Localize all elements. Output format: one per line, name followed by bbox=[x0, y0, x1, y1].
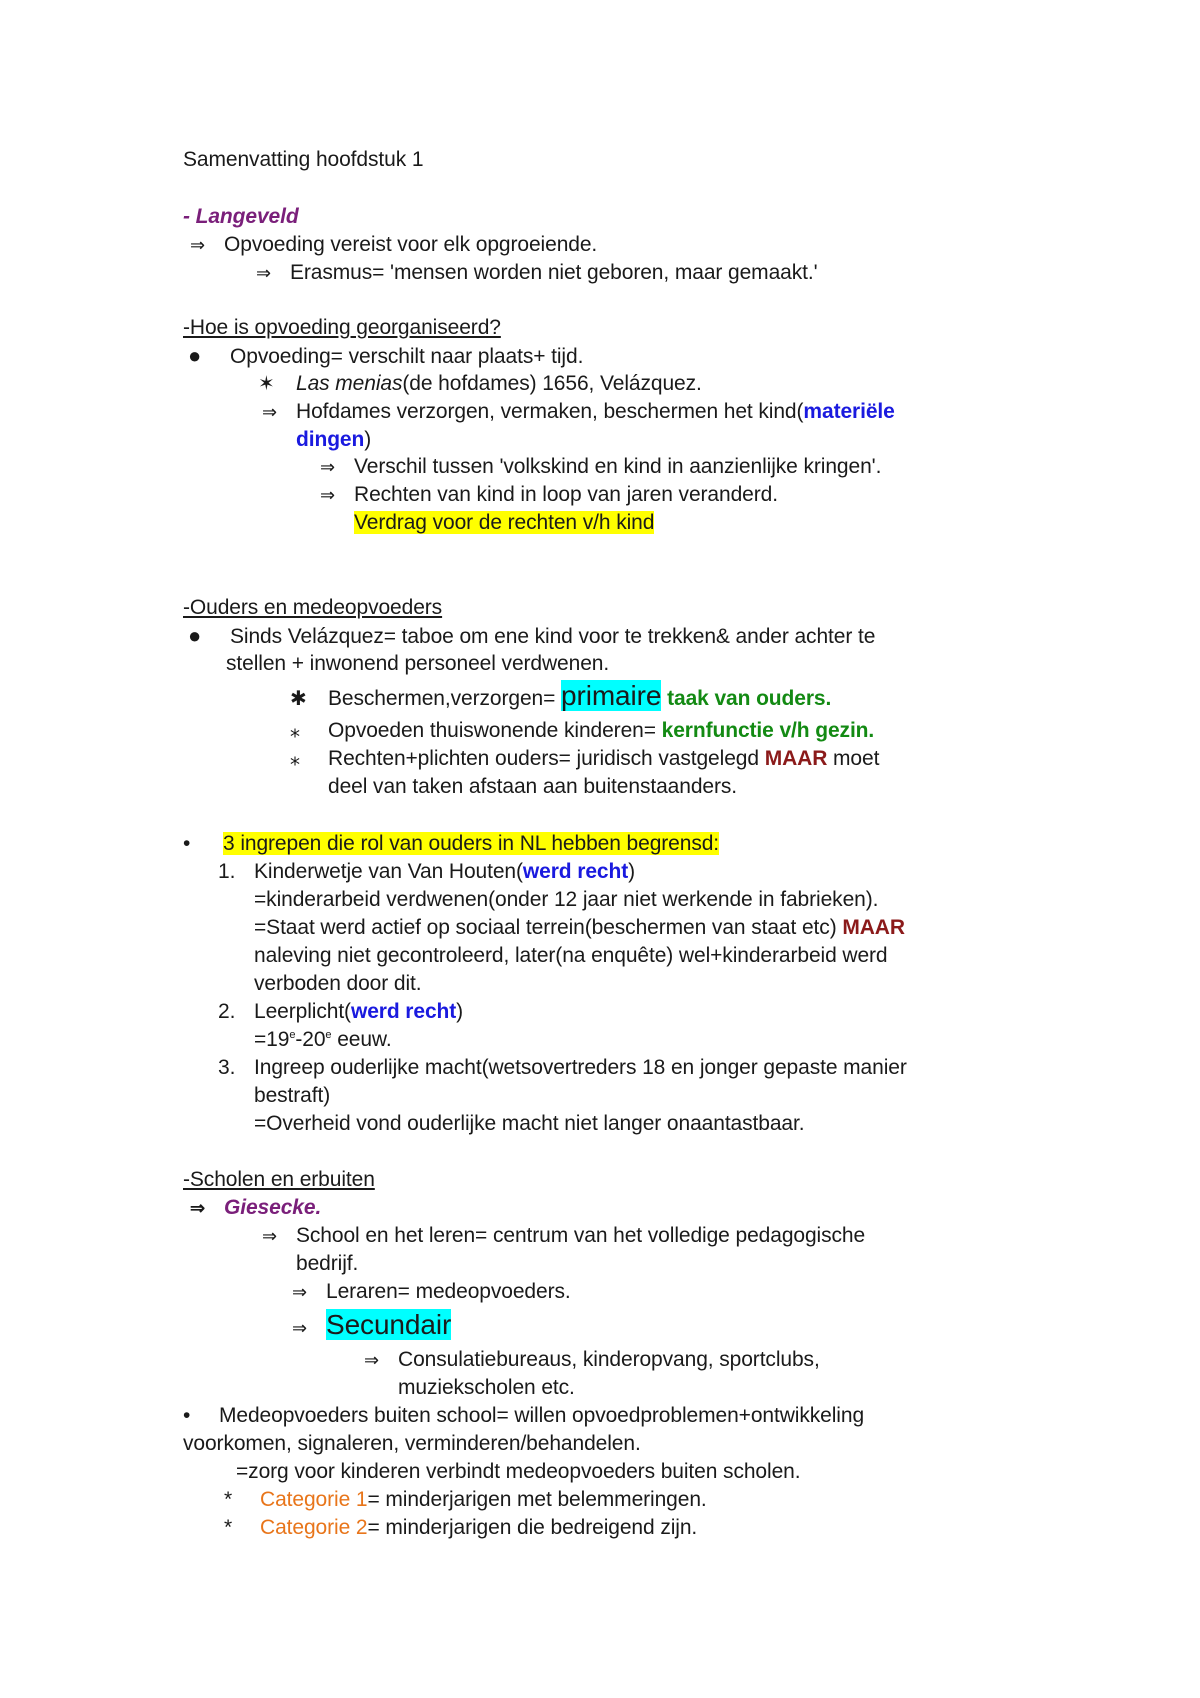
text: Sinds Velázquez= taboe om ene kind voor te trekken& ander achter te bbox=[230, 625, 876, 648]
list-item-3-line-b: bestraft) bbox=[254, 1084, 331, 1107]
highlight-yellow: 3 ingrepen die rol van ouders in NL hebben begrensd: bbox=[223, 832, 720, 855]
list-item-2 bbox=[218, 998, 463, 1026]
arrow-icon: ⇒ bbox=[256, 263, 271, 283]
keyword-red: MAAR bbox=[764, 747, 828, 770]
text: -20 bbox=[295, 1028, 326, 1051]
text: Verschil tussen 'volkskind en kind in aanzienlijke kringen'. bbox=[354, 455, 882, 478]
category-1-line bbox=[224, 1486, 707, 1514]
text: ) bbox=[628, 860, 636, 883]
heading-ouders-medeopvoeders: -Ouders en medeopvoeders bbox=[183, 596, 443, 619]
bullet-dot-icon: ● bbox=[188, 343, 202, 368]
list-item-1-line-b: =kinderarbeid verdwenen(onder 12 jaar niet werkende in fabrieken). bbox=[254, 888, 879, 911]
star-bullet-icon: * bbox=[224, 1488, 233, 1511]
star-bullet-icon: ✱ bbox=[290, 688, 307, 710]
text: = minderjarigen met belemmeringen. bbox=[367, 1488, 707, 1511]
line-s2-6 bbox=[320, 481, 778, 509]
arrow-icon: ⇒ bbox=[262, 402, 277, 422]
star-bullet-icon: ✶ bbox=[258, 373, 275, 395]
keyword-green: kernfunctie v/h gezin. bbox=[661, 719, 875, 742]
line-s3-6: deel van taken afstaan aan buitenstaanders. bbox=[328, 775, 738, 798]
line-s5-7: muziekscholen etc. bbox=[398, 1376, 575, 1399]
text: Rechten van kind in loop van jaren veranderd. bbox=[354, 483, 778, 506]
text: Rechten+plichten ouders= juridisch vastgelegd bbox=[328, 747, 765, 770]
list-item-2-line-b bbox=[254, 1026, 392, 1054]
heading-giesecke: Giesecke. bbox=[224, 1196, 322, 1219]
text: Opvoeding= verschilt naar plaats+ tijd. bbox=[230, 345, 584, 368]
category-label-orange: Categorie 1 bbox=[260, 1488, 368, 1511]
star-bullet-icon: ⁎ bbox=[290, 748, 300, 770]
text: Hofdames verzorgen, vermaken, beschermen het kind( bbox=[296, 400, 804, 423]
arrow-icon: ⇒ bbox=[364, 1350, 379, 1370]
line-s1-2 bbox=[256, 259, 818, 287]
line-s5-6 bbox=[364, 1346, 820, 1374]
text-italic: Las menias bbox=[296, 372, 403, 395]
superscript: e bbox=[325, 1029, 332, 1041]
line-s3-5 bbox=[290, 745, 879, 773]
text: Medeopvoeders buiten school= willen opvoedproblemen+ontwikkeling bbox=[219, 1404, 865, 1427]
line-s3-3 bbox=[290, 681, 831, 713]
bullet-icon: • bbox=[183, 1404, 191, 1427]
arrow-icon: ⇒ bbox=[190, 235, 205, 255]
text: (de hofdames) 1656, Velázquez. bbox=[402, 372, 702, 395]
keyword-blue: werd recht bbox=[522, 860, 629, 883]
keyword-blue: werd recht bbox=[350, 1000, 457, 1023]
text: ) bbox=[456, 1000, 464, 1023]
list-number: 2. bbox=[218, 1000, 236, 1023]
line-s2-5 bbox=[320, 453, 881, 481]
list-item-3-line-c: =Overheid vond ouderlijke macht niet langer onaantastbaar. bbox=[254, 1112, 805, 1135]
heading-opvoeding-georganiseerd: -Hoe is opvoeding georganiseerd? bbox=[183, 316, 501, 339]
text: Leerplicht( bbox=[254, 1000, 351, 1023]
list-number: 3. bbox=[218, 1056, 236, 1079]
line-s2-4 bbox=[296, 426, 371, 454]
text: School en het leren= centrum van het volledige pedagogische bbox=[296, 1224, 866, 1247]
keyword-blue: dingen bbox=[296, 428, 365, 451]
text: Beschermen,verzorgen= bbox=[328, 687, 562, 710]
text: moet bbox=[827, 747, 880, 770]
line-s5-2 bbox=[262, 1222, 865, 1250]
line-s5-3: bedrijf. bbox=[296, 1252, 359, 1275]
line-s5-10: =zorg voor kinderen verbindt medeopvoeders buiten scholen. bbox=[236, 1460, 801, 1483]
line-s2-2 bbox=[258, 370, 702, 398]
text: ) bbox=[364, 428, 372, 451]
arrow-icon: ⇒ bbox=[320, 485, 335, 505]
text: =19 bbox=[254, 1028, 290, 1051]
bullet-dot-icon: ● bbox=[188, 623, 202, 648]
star-bullet-icon: * bbox=[224, 1516, 233, 1539]
superscript: e bbox=[289, 1029, 296, 1041]
list-item-1-line-c bbox=[254, 914, 905, 942]
line-s5-8 bbox=[183, 1402, 864, 1430]
bullet-icon: • bbox=[183, 832, 191, 855]
line-s5-9: voorkomen, signaleren, verminderen/behandelen. bbox=[183, 1432, 641, 1455]
arrow-icon: ⇒ bbox=[320, 457, 335, 477]
category-label-orange: Categorie 2 bbox=[260, 1516, 368, 1539]
arrow-icon: ⇒ bbox=[292, 1318, 307, 1338]
line-s2-1 bbox=[188, 342, 583, 371]
star-bullet-icon: ⁎ bbox=[290, 720, 300, 742]
text: Erasmus= 'mensen worden niet geboren, maar gemaakt.' bbox=[290, 261, 818, 284]
arrow-icon: ⇒ bbox=[262, 1226, 277, 1246]
line-s2-3 bbox=[262, 398, 895, 426]
line-s4-heading bbox=[183, 830, 719, 858]
keyword-blue: materiële bbox=[803, 400, 895, 423]
text: = minderjarigen die bedreigend zijn. bbox=[367, 1516, 698, 1539]
category-2-line bbox=[224, 1514, 697, 1542]
list-item-1 bbox=[218, 858, 635, 886]
text: Kinderwetje van Van Houten( bbox=[254, 860, 523, 883]
arrow-icon: ⇒ bbox=[292, 1282, 307, 1302]
text: Leraren= medeopvoeders. bbox=[326, 1280, 571, 1303]
arrow-icon: ⇒ bbox=[190, 1198, 205, 1218]
keyword-green: taak van ouders. bbox=[661, 687, 832, 710]
line-s3-2: stellen + inwonend personeel verdwenen. bbox=[226, 652, 610, 675]
list-number: 1. bbox=[218, 860, 236, 883]
line-s5-4 bbox=[292, 1278, 571, 1306]
list-item-3 bbox=[218, 1054, 907, 1082]
highlight-cyan: primaire bbox=[561, 680, 662, 711]
text: Opvoeden thuiswonende kinderen= bbox=[328, 719, 662, 742]
document-title: Samenvatting hoofdstuk 1 bbox=[183, 148, 424, 171]
list-item-1-line-d: naleving niet gecontroleerd, later(na enquête) wel+kinderarbeid werd bbox=[254, 944, 888, 967]
line-s2-7 bbox=[354, 509, 654, 537]
list-item-1-line-e: verboden door dit. bbox=[254, 972, 422, 995]
line-s1-1 bbox=[190, 231, 597, 259]
heading-langeveld: - Langeveld bbox=[183, 205, 299, 228]
line-s5-1 bbox=[190, 1194, 321, 1222]
text: eeuw. bbox=[331, 1028, 392, 1051]
heading-scholen-erbuiten: -Scholen en erbuiten bbox=[183, 1168, 375, 1191]
text: Ingreep ouderlijke macht(wetsovertreders 18 en jonger gepaste manier bbox=[254, 1056, 907, 1079]
line-s3-1 bbox=[188, 622, 875, 651]
highlight-yellow: Verdrag voor de rechten v/h kind bbox=[354, 511, 655, 534]
text: =Staat werd actief op sociaal terrein(beschermen van staat etc) bbox=[254, 916, 843, 939]
highlight-cyan: Secundair bbox=[326, 1309, 452, 1340]
text: Opvoeding vereist voor elk opgroeiende. bbox=[224, 233, 598, 256]
text: Consulatiebureaus, kinderopvang, sportclubs, bbox=[398, 1348, 820, 1371]
keyword-red: MAAR bbox=[842, 916, 905, 939]
line-s3-4 bbox=[290, 717, 874, 745]
line-s5-5 bbox=[292, 1310, 451, 1342]
